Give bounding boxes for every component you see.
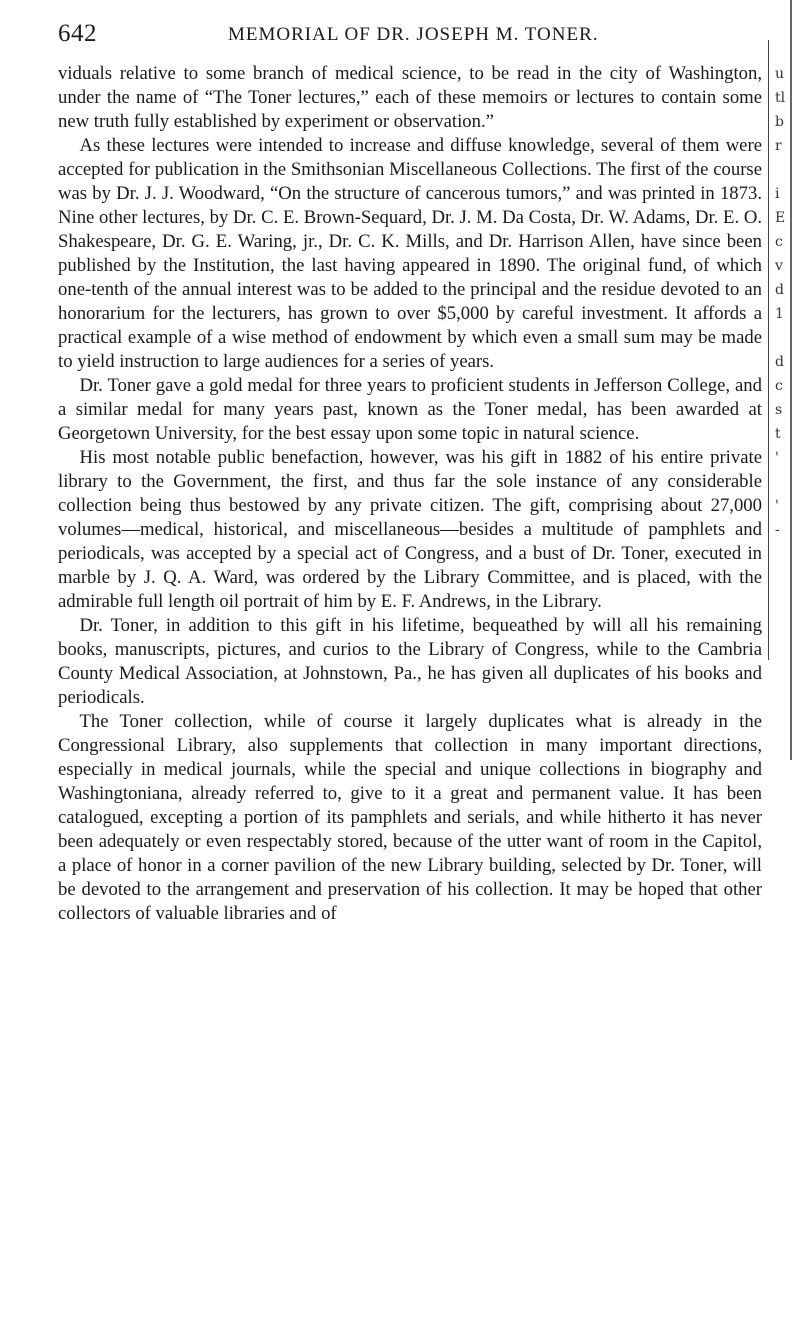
- margin-fragment: d: [775, 354, 784, 370]
- margin-fragment: [775, 470, 789, 494]
- paragraph-2: As these lectures were intended to increase and diffuse knowledge, several of them were accepted for publication in the Smithsonian Miscellaneous Collections. The first of the course was by Dr. J. J. Woodward, “On the structure of cancerous tumors,” and was printed in 1873. Nine other lectures, by Dr. C. E. Brown-Sequard, Dr. J. M. Da Costa, Dr. W. Adams, Dr. E. O. Shakespeare, Dr. G. E. Waring, jr., Dr. C. K. Mills, and Dr. Harrison Allen, have since been published by the Institution, the last having appeared in 1890. The original fund, of which one-tenth of the annual interest was to be added to the principal and the residue devoted to an honorarium for the lecturers, has grown to over $5,000 by careful investment. It affords a practical example of a wise method of endowment by which even a small sum may be made to yield instruction to large audiences for a series of years.: [58, 135, 762, 372]
- margin-fragment: t: [775, 426, 781, 442]
- margin-fragment: d: [775, 282, 784, 298]
- margin-fragment: ': [775, 498, 779, 514]
- margin-fragment: r: [775, 138, 782, 154]
- margin-fragment: [775, 326, 789, 350]
- margin-fragment: i: [775, 186, 780, 202]
- margin-fragment: c: [775, 234, 783, 250]
- page-header: [58, 20, 758, 50]
- body-text: [58, 62, 762, 926]
- margin-fragment: -: [775, 522, 780, 538]
- margin-fragment: c: [775, 378, 783, 394]
- paragraph-3: Dr. Toner gave a gold medal for three years to proficient students in Jefferson College, and a similar medal for many years past, known as the Toner medal, has been awarded at Georgetown University, for the best essay upon some topic in natural science.: [58, 375, 762, 444]
- paragraph-5: Dr. Toner, in addition to this gift in his lifetime, bequeathed by will all his remaining books, manuscripts, pictures, and curios to the Library of Congress, while to the Cambria County Medical Association, at Johnstown, Pa., he has given all duplicates of his books and periodicals.: [58, 615, 762, 708]
- page-edge-rule: [768, 40, 769, 660]
- margin-fragment: [775, 158, 789, 182]
- margin-fragment: E: [775, 210, 786, 226]
- margin-fragment: 1: [775, 306, 784, 322]
- facing-page-edge: [790, 0, 792, 760]
- paragraph-4: His most notable public benefaction, however, was his gift in 1882 of his entire private library to the Government, the first, and thus far the sole instance of any considerable collection being thus bestowed by any private citizen. The gift, comprising about 27,000 volumes—medical, historical, and miscellaneous—besides a multitude of pamphlets and periodicals, was accepted by a special act of Congress, and a bust of Dr. Toner, executed in marble by J. Q. A. Ward, was ordered by the Library Committee, and is placed, with the admirable full length oil portrait of him by E. F. Andrews, in the Library.: [58, 447, 762, 612]
- page-number: 642: [58, 20, 97, 47]
- running-title: MEMORIAL OF DR. JOSEPH M. TONER.: [228, 24, 599, 45]
- margin-fragment: v: [775, 258, 783, 274]
- paragraph-1: viduals relative to some branch of medical science, to be read in the city of Washington, under the name of “The Toner lectures,” each of these memoirs or lectures to contain some new truth fully established by experiment or observation.”: [58, 63, 762, 132]
- facing-page-bleed: [775, 62, 789, 542]
- margin-fragment: ': [775, 450, 779, 466]
- margin-fragment: tl: [775, 90, 786, 106]
- paragraph-6: The Toner collection, while of course it largely duplicates what is already in the Congressional Library, also supplements that collection in many important directions, especially in medical journals, while the special and unique collections in biography and Washingtoniana, already referred to, give to it a great and permanent value. It has been catalogued, excepting a portion of its pamphlets and serials, and while hitherto it has never been adequately or even respectably stored, because of the utter want of room in the Capitol, a place of honor in a corner pavilion of the new Library building, selected by Dr. Toner, will be devoted to the arrangement and preservation of his collection. It may be hoped that other collectors of valuable libraries and of: [58, 711, 762, 924]
- margin-fragment: u: [775, 66, 785, 82]
- margin-fragment: s: [775, 402, 783, 418]
- margin-fragment: b: [775, 114, 784, 130]
